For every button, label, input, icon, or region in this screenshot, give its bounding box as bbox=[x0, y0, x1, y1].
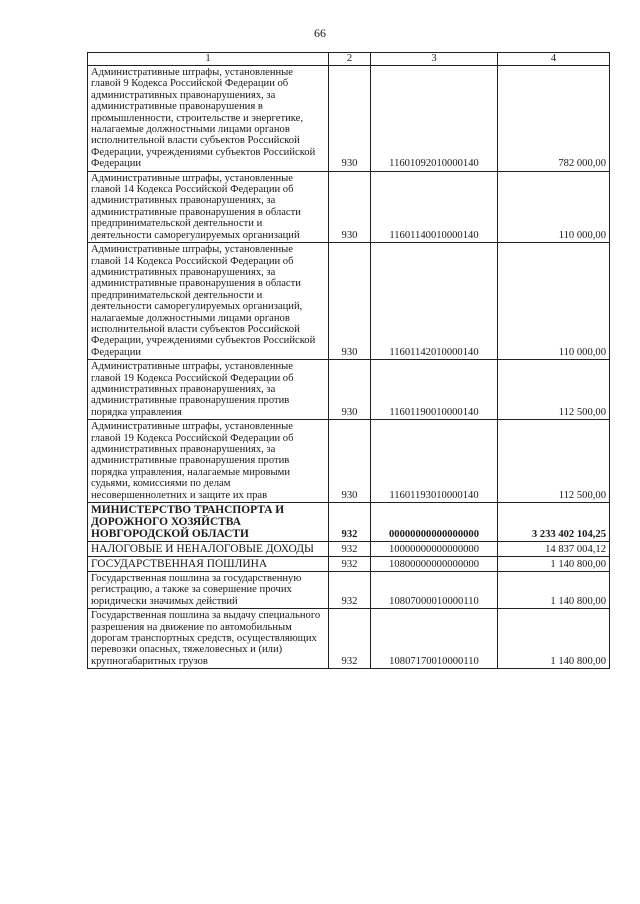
row-budget-code: 10807170010000110 bbox=[371, 609, 498, 669]
row-admin-code: 932 bbox=[329, 503, 371, 542]
row-name: Государственная пошлина за государственную регистрацию, а также за совершение прочих юридически значимых действий bbox=[88, 572, 329, 609]
row-name: МИНИСТЕРСТВО ТРАНСПОРТА И ДОРОЖНОГО ХОЗЯЙСТВА НОВГОРОДСКОЙ ОБЛАСТИ bbox=[88, 503, 329, 542]
row-admin-code: 930 bbox=[329, 243, 371, 360]
row-admin-code: 932 bbox=[329, 557, 371, 572]
row-budget-code: 00000000000000000 bbox=[371, 503, 498, 542]
table-row bbox=[88, 66, 610, 172]
row-name: ГОСУДАРСТВЕННАЯ ПОШЛИНА bbox=[88, 557, 329, 572]
row-budget-code: 10800000000000000 bbox=[371, 557, 498, 572]
row-amount: 1 140 800,00 bbox=[498, 557, 610, 572]
row-name: Государственная пошлина за выдачу специального разрешения на движение по автомобильным дорогам транспортных средств, осуществляющих перевозки опасных, тяжеловесных и (или) крупногабаритных грузов bbox=[88, 609, 329, 669]
revenue-table bbox=[87, 52, 610, 669]
row-amount: 1 140 800,00 bbox=[498, 609, 610, 669]
table-row bbox=[88, 420, 610, 503]
row-budget-code: 11601193010000140 bbox=[371, 420, 498, 503]
header-col-1: 1 bbox=[88, 53, 329, 66]
row-admin-code: 932 bbox=[329, 609, 371, 669]
row-name: Административные штрафы, установленные главой 14 Кодекса Российской Федерации об административных правонарушениях, за административные правонарушения в области предпринимательской деятельности и деятельности саморегулируемых организаций, налагаемые должностными лицами органов исполнительной власти субъектов Российской Федерации, учреждениями субъектов Российской Федерации bbox=[88, 243, 329, 360]
row-admin-code: 930 bbox=[329, 66, 371, 172]
row-name: Административные штрафы, установленные главой 19 Кодекса Российской Федерации об административных правонарушениях, за административные правонарушения против порядка управления, налагаемые мировыми судьями, комиссиями по делам несовершеннолетних и защите их прав bbox=[88, 420, 329, 503]
table-header-row bbox=[88, 53, 610, 66]
table-row bbox=[88, 243, 610, 360]
row-admin-code: 930 bbox=[329, 360, 371, 420]
row-amount: 782 000,00 bbox=[498, 66, 610, 172]
header-col-2: 2 bbox=[329, 53, 371, 66]
row-budget-code: 11601142010000140 bbox=[371, 243, 498, 360]
row-admin-code: 930 bbox=[329, 171, 371, 242]
row-amount: 14 837 004,12 bbox=[498, 542, 610, 557]
row-name: Административные штрафы, установленные главой 14 Кодекса Российской Федерации об административных правонарушениях, за административные правонарушения в области предпринимательской деятельности и деятельности саморегулируемых организаций bbox=[88, 171, 329, 242]
row-name: НАЛОГОВЫЕ И НЕНАЛОГОВЫЕ ДОХОДЫ bbox=[88, 542, 329, 557]
table-row bbox=[88, 609, 610, 669]
header-col-4: 4 bbox=[498, 53, 610, 66]
row-name: Административные штрафы, установленные главой 19 Кодекса Российской Федерации об административных правонарушениях, за административные правонарушения против порядка управления bbox=[88, 360, 329, 420]
header-col-3: 3 bbox=[371, 53, 498, 66]
row-amount: 112 500,00 bbox=[498, 420, 610, 503]
row-name: Административные штрафы, установленные главой 9 Кодекса Российской Федерации об административных правонарушениях, за административные правонарушения в промышленности, строительстве и энергетике, налагаемые должностными лицами органов исполнительной власти субъектов Российской Федерации, учреждениями субъектов Российской Федерации bbox=[88, 66, 329, 172]
table-row bbox=[88, 171, 610, 242]
row-budget-code: 10000000000000000 bbox=[371, 542, 498, 557]
row-amount: 112 500,00 bbox=[498, 360, 610, 420]
row-budget-code: 11601190010000140 bbox=[371, 360, 498, 420]
row-admin-code: 930 bbox=[329, 420, 371, 503]
row-budget-code: 10807000010000110 bbox=[371, 572, 498, 609]
row-amount: 1 140 800,00 bbox=[498, 572, 610, 609]
row-amount: 3 233 402 104,25 bbox=[498, 503, 610, 542]
row-amount: 110 000,00 bbox=[498, 243, 610, 360]
table-row bbox=[88, 557, 610, 572]
row-admin-code: 932 bbox=[329, 572, 371, 609]
row-admin-code: 932 bbox=[329, 542, 371, 557]
row-budget-code: 11601140010000140 bbox=[371, 171, 498, 242]
page-number: 66 bbox=[314, 26, 326, 40]
table-row bbox=[88, 572, 610, 609]
table-row bbox=[88, 542, 610, 557]
table-row-ministry bbox=[88, 503, 610, 542]
row-amount: 110 000,00 bbox=[498, 171, 610, 242]
table-row bbox=[88, 360, 610, 420]
row-budget-code: 11601092010000140 bbox=[371, 66, 498, 172]
